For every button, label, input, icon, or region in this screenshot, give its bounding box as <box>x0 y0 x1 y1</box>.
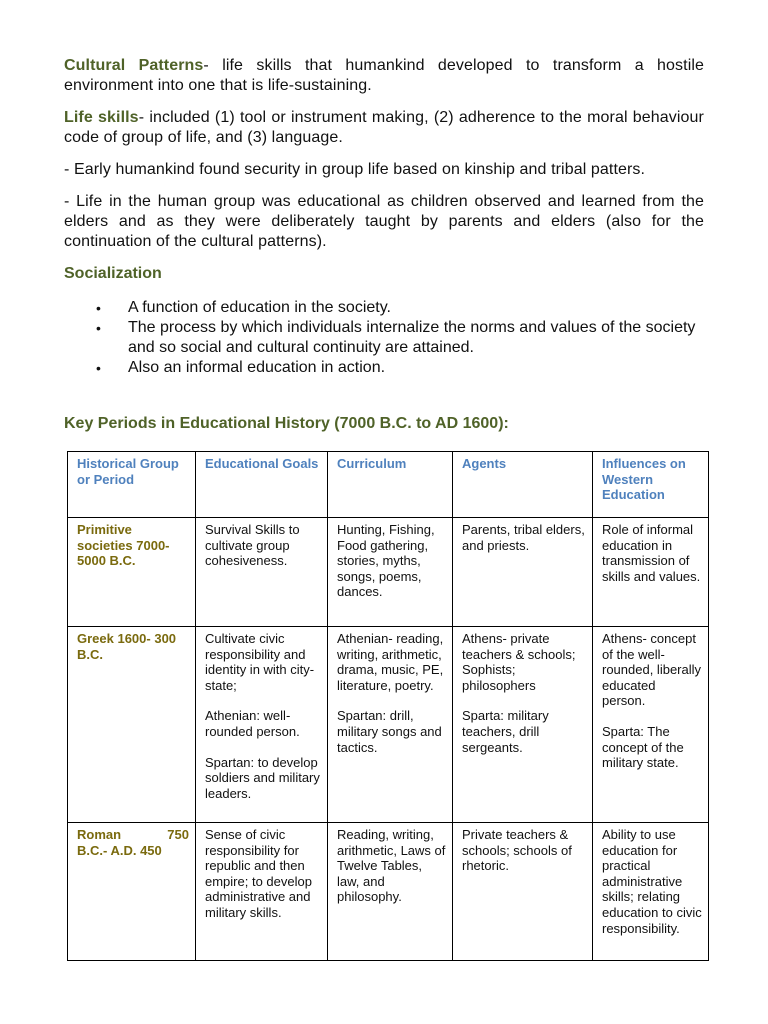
key-periods-heading: Key Periods in Educational History (7000 B.C. to AD 1600): <box>64 415 509 432</box>
cell-text: Reading, writing, arithmetic, Laws of Twelve Tables, law, and philosophy. <box>337 827 446 905</box>
agents-cell <box>453 518 593 627</box>
influences-cell <box>593 627 709 823</box>
curriculum-cell <box>328 823 453 961</box>
header-historical-group: Historical Group or Period <box>68 452 196 518</box>
table-header-row <box>68 452 709 518</box>
header-curriculum: Curriculum <box>328 452 453 518</box>
curriculum-cell <box>328 518 453 627</box>
cell-text: Sparta: military teachers, drill sergeants. <box>462 708 549 755</box>
cultural-patterns-paragraph <box>64 56 704 96</box>
period-number: 750 <box>167 827 189 842</box>
list-item <box>64 298 704 318</box>
goals-cell <box>196 627 328 823</box>
cell-text: Sparta: The concept of the military state. <box>602 723 684 771</box>
list-item-text: The process by which individuals internalize the norms and values of the society and so social and cultural continuity are attained. <box>128 319 696 356</box>
list-item <box>64 358 704 378</box>
period-rest: B.C.- A.D. 450 <box>77 842 162 858</box>
period-cell <box>68 823 196 961</box>
cell-text: Ability to use education for practical administrative skills; relating education to civic responsibility. <box>602 827 702 936</box>
cell-spacer <box>205 740 321 755</box>
cell-text: Athenian: well-rounded person. <box>205 708 300 739</box>
life-skills-term: Life skills <box>64 109 139 126</box>
header-influences: Influences on Western Education <box>593 452 709 518</box>
period-word: Roman <box>77 827 122 842</box>
cell-spacer <box>205 693 321 708</box>
cell-spacer <box>462 693 586 708</box>
life-skills-paragraph <box>64 108 704 148</box>
cell-text: Private teachers & schools; schools of rhetoric. <box>462 827 572 874</box>
table-row <box>68 823 709 961</box>
bullet-icon: • <box>96 300 101 316</box>
cell-text: Role of informal education in transmission of skills and values. <box>602 522 701 584</box>
bullet-icon: • <box>96 360 101 376</box>
period-cell: Primitive societies 7000-5000 B.C. <box>68 518 196 627</box>
curriculum-cell <box>328 627 453 823</box>
goals-cell <box>196 823 328 961</box>
table-row <box>68 627 709 823</box>
influences-cell <box>593 823 709 961</box>
cell-text: Spartan: drill, military songs and tactics. <box>337 708 442 755</box>
cultural-patterns-definition: - life skills that humankind developed to transform a hostile environment into one that is life-sustaining. <box>64 57 704 94</box>
cell-text: Survival Skills to cultivate group cohesiveness. <box>205 522 300 569</box>
cell-text: Cultivate civic responsibility and identity in with city-state; <box>205 631 315 693</box>
agents-cell <box>453 823 593 961</box>
socialization-heading: Socialization <box>64 265 162 282</box>
agents-cell <box>453 627 593 823</box>
cell-text: Hunting, Fishing, Food gathering, stories, myths, songs, poems, dances. <box>337 522 435 600</box>
cell-text: Sense of civic responsibility for republic and then empire; to develop administrative and military skills. <box>205 827 312 920</box>
period-cell: Greek 1600- 300 B.C. <box>68 627 196 823</box>
cultural-patterns-term: Cultural Patterns <box>64 57 204 74</box>
cell-spacer <box>602 709 702 724</box>
influences-cell <box>593 518 709 627</box>
header-educational-goals: Educational Goals <box>196 452 328 518</box>
cell-text: Athenian- reading, writing, arithmetic, drama, music, PE, literature, poetry. <box>337 631 444 693</box>
cell-text: Spartan: to develop soldiers and military leaders. <box>205 754 320 801</box>
goals-cell <box>196 518 328 627</box>
cell-spacer <box>337 693 446 708</box>
list-item <box>64 318 704 358</box>
life-skills-definition: - included (1) tool or instrument making, (2) adherence to the moral behaviour code of group of life, and (3) language. <box>64 109 704 146</box>
list-item-text: Also an informal education in action. <box>128 359 386 376</box>
document-page <box>64 56 704 442</box>
key-periods-table <box>67 451 709 961</box>
table-row <box>68 518 709 627</box>
cell-text: Parents, tribal elders, and priests. <box>462 522 585 553</box>
group-life-paragraph: - Life in the human group was educational as children observed and learned from the elders and as they were deliberately taught by parents and elders (also for the continuation of the cultural patterns). <box>64 193 704 250</box>
cell-text: Athens- concept of the well-rounded, liberally educated person. <box>602 631 702 709</box>
period-first-line <box>77 827 189 843</box>
socialization-list <box>64 298 704 378</box>
cell-text: Athens- private teachers & schools; Sophists; philosophers <box>462 631 576 693</box>
bullet-icon: • <box>96 320 101 336</box>
header-agents: Agents <box>453 452 593 518</box>
list-item-text: A function of education in the society. <box>128 299 391 316</box>
kinship-paragraph: - Early humankind found security in group life based on kinship and tribal patters. <box>64 161 646 178</box>
